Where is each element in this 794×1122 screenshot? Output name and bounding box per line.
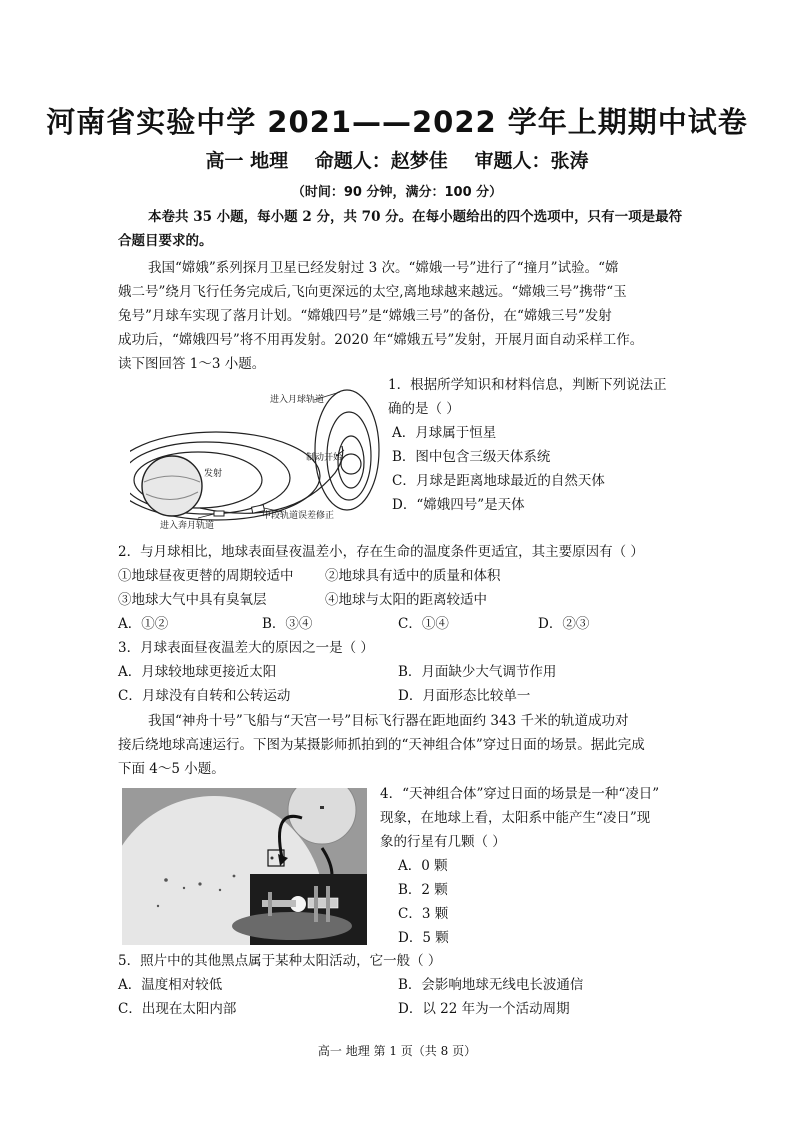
solar-panel xyxy=(268,892,272,916)
passage1-line-5: 读下图回答 1～3 小题。 xyxy=(118,356,266,372)
q3-option-c[interactable]: C．月球没有自转和公转运动 xyxy=(118,688,291,704)
q1-option-d[interactable]: D．“嫦娥四号”是天体 xyxy=(392,497,525,513)
passage2-line-1: 我国“神舟十号”飞船与“天宫一号”目标飞行器在距地面约 343 千米的轨道成功对 xyxy=(148,713,629,729)
passage2-line-3: 下面 4～5 小题。 xyxy=(118,761,225,777)
spacecraft-module xyxy=(262,900,296,907)
exam-title: 河南省实验中学 2021——2022 学年上期期中试卷 xyxy=(46,105,748,139)
subject-label: 高一 地理 xyxy=(205,150,289,172)
solar-panel xyxy=(314,886,318,922)
q2-statement-4: ④地球与太阳的距离较适中 xyxy=(325,592,487,608)
q1-stem-2: 确的是（ ） xyxy=(388,401,460,417)
q2-option-b[interactable]: B．③④ xyxy=(262,616,313,632)
spacecraft-icon xyxy=(214,511,224,516)
passage1-line-3: 兔号”月球车实现了落月计划。“嫦娥四号”是“嫦娥三号”的备份，在“嫦娥三号”发射 xyxy=(118,308,612,324)
q3-stem: 3．月球表面昼夜温差大的原因之一是（ ） xyxy=(118,640,374,656)
q1-stem-1: 1．根据所学知识和材料信息，判断下列说法正 xyxy=(388,377,667,393)
passage1-line-4: 成功后，“嫦娥四号”将不用再发射。2020 年“嫦娥五号”发射，开展月面自动采样工作。 xyxy=(118,332,644,348)
time-info: （时间：90 分钟，满分：100 分） xyxy=(291,185,503,200)
intro-line-1: 本卷共 35 小题，每小题 2 分，共 70 分。在每小题给出的四个选项中，只有一项是最符 xyxy=(148,209,683,225)
q4-option-b[interactable]: B．2 颗 xyxy=(398,882,448,898)
sunspot xyxy=(157,905,159,907)
q5-option-a[interactable]: A．温度相对较低 xyxy=(118,977,223,993)
label-midcourse: 中段轨道误差修正 xyxy=(262,511,335,521)
q2-option-a[interactable]: A．①② xyxy=(118,616,169,632)
q2-statement-1: ①地球昼夜更替的周期较适中 xyxy=(118,568,294,584)
page-footer: 高一 地理 第 1 页（共 8 页） xyxy=(317,1044,477,1058)
spacecraft-silhouette xyxy=(320,806,324,809)
sun-transit-photo xyxy=(122,788,367,945)
q1-option-b[interactable]: B．图中包含三级天体系统 xyxy=(392,449,551,465)
q4-stem-2: 现象，在地球上看，太阳系中能产生“凌日”现 xyxy=(380,810,651,826)
label-transfer: 进入奔月轨道 xyxy=(160,521,215,531)
label-braking: 制动开始 xyxy=(306,453,343,463)
q4-stem-3: 象的行星有几颗（ ） xyxy=(380,834,506,850)
earth-body xyxy=(142,456,202,516)
sunspot xyxy=(164,878,168,882)
sunspot xyxy=(233,875,236,878)
intro-line-2: 合题目要求的。 xyxy=(118,233,213,249)
reviewer-label: 审题人：张涛 xyxy=(474,150,589,172)
spacecraft-dot xyxy=(271,857,274,860)
passage2-line-2: 接后绕地球高速运行。下图为某摄影师抓拍到的“天神组合体”穿过日面的场景。据此完成 xyxy=(118,737,645,753)
sunspot xyxy=(198,882,201,885)
q4-option-c[interactable]: C．3 颗 xyxy=(398,906,449,922)
passage1-line-2: 娥二号”绕月飞行任务完成后,飞向更深远的太空,离地球越来越远。“嫦娥三号”携带“玉 xyxy=(118,284,627,300)
earth-limb xyxy=(232,912,352,940)
q5-option-c[interactable]: C．出现在太阳内部 xyxy=(118,1001,237,1017)
label-launch: 发射 xyxy=(204,469,223,479)
spacecraft-module xyxy=(308,898,338,908)
q2-option-c[interactable]: C．①④ xyxy=(398,616,449,632)
exam-subtitle xyxy=(0,146,794,173)
q3-option-a[interactable]: A．月球较地球更接近太阳 xyxy=(118,664,277,680)
q3-option-d[interactable]: D．月面形态比较单一 xyxy=(398,688,531,704)
q3-option-b[interactable]: B．月面缺少大气调节作用 xyxy=(398,664,557,680)
q2-statement-3: ③地球大气中具有臭氧层 xyxy=(118,592,267,608)
author-label: 命题人：赵梦佳 xyxy=(314,150,448,172)
q5-stem: 5．照片中的其他黑点属于某种太阳活动，它一般（ ） xyxy=(118,953,442,969)
q4-stem-1: 4．“天神组合体”穿过日面的场景是一种“凌日” xyxy=(380,786,660,802)
change-orbit-diagram xyxy=(130,378,382,536)
passage1-line-1: 我国“嫦娥”系列探月卫星已经发射过 3 次。“嫦娥一号”进行了“撞月”试验。“嫦 xyxy=(148,260,619,276)
sunspot xyxy=(219,889,221,891)
moon-body xyxy=(341,454,361,474)
q5-option-d[interactable]: D．以 22 年为一个活动周期 xyxy=(398,1001,570,1017)
q2-option-d[interactable]: D．②③ xyxy=(538,616,590,632)
q4-option-d[interactable]: D．5 颗 xyxy=(398,930,449,946)
solar-panel xyxy=(326,886,330,922)
q2-statement-2: ②地球具有适中的质量和体积 xyxy=(325,568,501,584)
label-lunar-orbit: 进入月球轨道 xyxy=(270,395,325,405)
q1-option-a[interactable]: A．月球属于恒星 xyxy=(392,425,497,441)
q4-option-a[interactable]: A．0 颗 xyxy=(398,858,448,874)
sunspot xyxy=(183,887,185,889)
q1-option-c[interactable]: C．月球是距离地球最近的自然天体 xyxy=(392,473,605,489)
q2-stem: 2．与月球相比，地球表面昼夜温差小，存在生命的温度条件更适宜，其主要原因有（ ） xyxy=(118,544,644,560)
lunar-orbit-outer xyxy=(315,390,379,510)
q5-option-b[interactable]: B．会影响地球无线电长波通信 xyxy=(398,977,584,993)
